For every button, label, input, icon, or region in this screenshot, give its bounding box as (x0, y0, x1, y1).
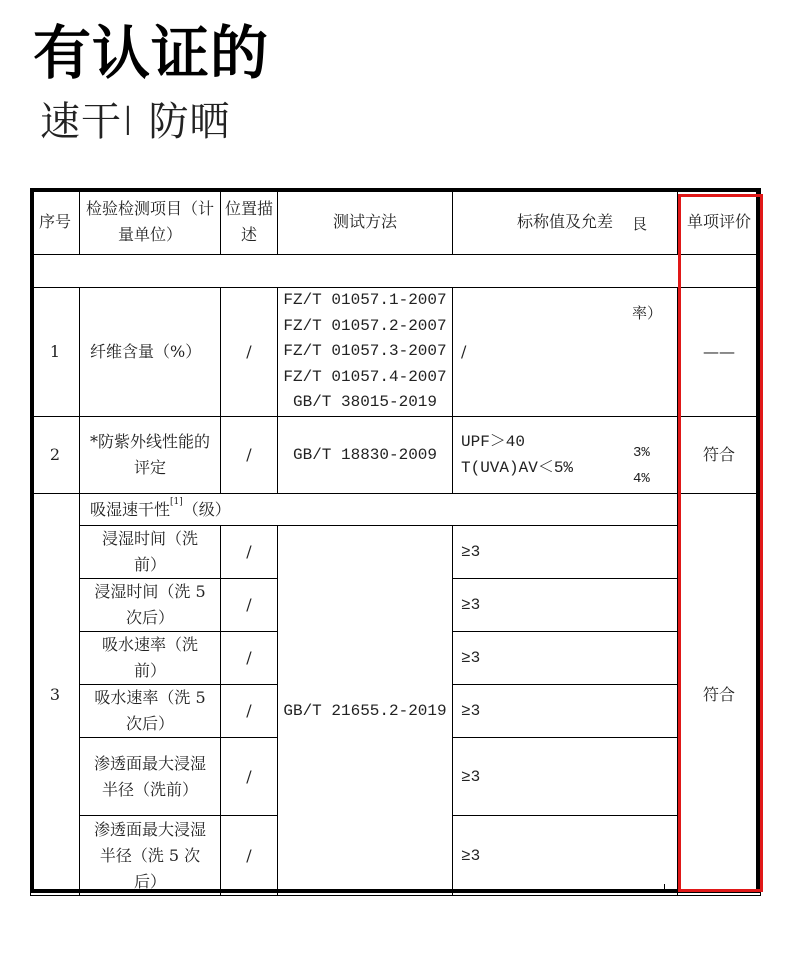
tolerance-value: 3% (633, 445, 650, 461)
row-nominal: / (453, 288, 678, 417)
subrow-nominal: ≥3 (453, 579, 678, 632)
row-seq: 1 (31, 288, 80, 417)
subrow-item: 浸湿时间（洗前） (80, 526, 221, 579)
header-item: 检验检测项目（计量单位） (80, 189, 221, 255)
row-evaluation: —— (678, 288, 761, 417)
row-method: GB/T 18830-2009 (278, 417, 453, 494)
nominal-text-fragment: 率） (632, 304, 663, 322)
subrow-nominal: ≥3 (453, 738, 678, 816)
subrow-position: / (221, 738, 278, 816)
row-method: GB/T 21655.2-2019 (278, 526, 453, 896)
subrow-item: 渗透面最大浸湿半径（洗前） (80, 738, 221, 816)
header-seq: 序号 (31, 189, 80, 255)
row-seq: 3 (31, 494, 80, 896)
subrow-position: / (221, 685, 278, 738)
subrow-item: 渗透面最大浸湿半径（洗 5 次后） (80, 816, 221, 896)
subrow-nominal: ≥3 (453, 632, 678, 685)
subrow-nominal: ≥3 (453, 816, 678, 896)
table-row (31, 526, 761, 579)
header-nominal: 标称值及允差 (453, 189, 678, 255)
row-position: / (221, 417, 278, 494)
subrow-position: / (221, 579, 278, 632)
group-header-row (31, 494, 761, 526)
row-position: / (221, 288, 278, 417)
row-nominal: UPF＞40 T(UVA)AV＜5% (453, 417, 678, 494)
page-title: 有认证的 (33, 19, 270, 87)
row-item: *防紫外线性能的评定 (80, 417, 221, 494)
table-header-row (31, 189, 761, 255)
tolerance-value: 4% (633, 471, 650, 487)
subrow-nominal: ≥3 (453, 685, 678, 738)
header-method: 测试方法 (278, 189, 453, 255)
table-row (31, 417, 761, 494)
table-tick-mark (664, 884, 665, 890)
blank-row (31, 255, 761, 288)
group-label: 吸湿速干性[1]（级） (80, 494, 678, 526)
row-evaluation: 符合 (678, 417, 761, 494)
subrow-position: / (221, 526, 278, 579)
subrow-nominal: ≥3 (453, 526, 678, 579)
subrow-position: / (221, 632, 278, 685)
subrow-item: 浸湿时间（洗 5 次后） (80, 579, 221, 632)
row-item: 纤维含量（%） (80, 288, 221, 417)
subrow-item: 吸水速率（洗前） (80, 632, 221, 685)
header-evaluation: 单项评价 (678, 189, 761, 255)
inspection-report-table (30, 188, 761, 896)
page-subtitle: 速干Ⅰ 防晒 (40, 99, 231, 145)
header-position: 位置描述 (221, 189, 278, 255)
row-seq: 2 (31, 417, 80, 494)
row-evaluation: 符合 (678, 494, 761, 896)
header-text-fragment: 艮 (632, 215, 648, 233)
subrow-item: 吸水速率（洗 5 次后） (80, 685, 221, 738)
row-method: FZ/T 01057.1-2007 FZ/T 01057.2-2007 FZ/T 01057.3-2007 FZ/T 01057.4-2007 GB/T 38015-2019 (278, 288, 453, 417)
subrow-position: / (221, 816, 278, 896)
